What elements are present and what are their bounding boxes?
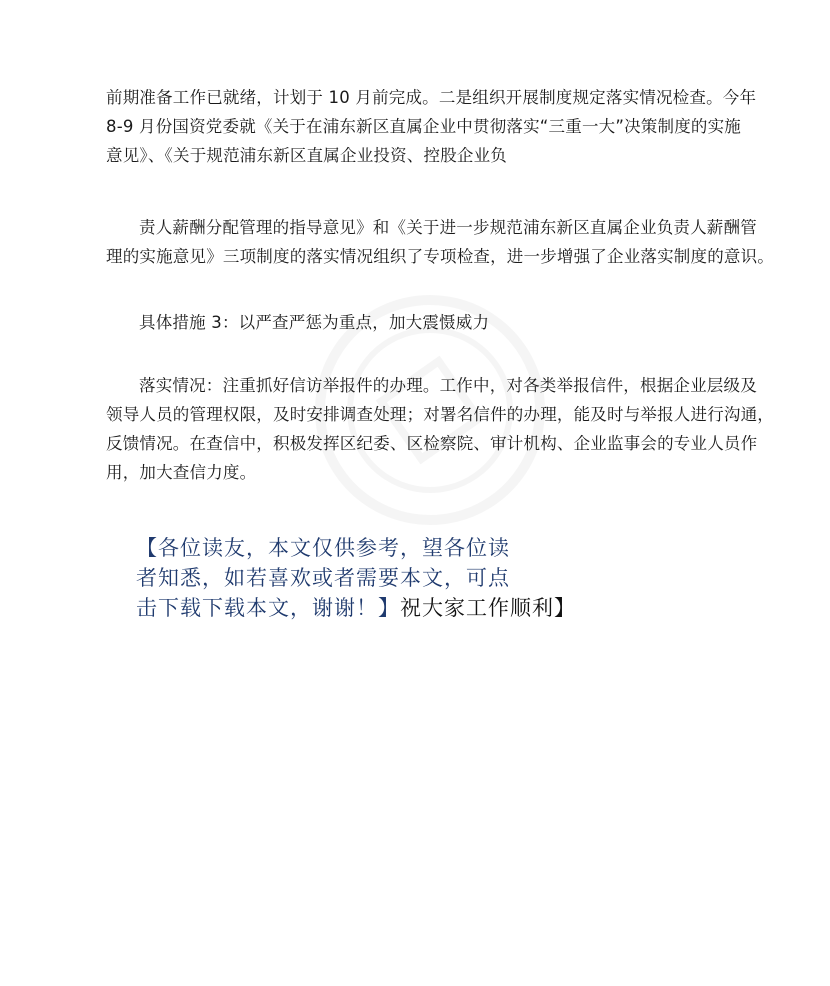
paragraph-1-line-2: 8-9 月份国资党委就《关于在浦东新区直属企业中贯彻落实“三重一大”决策制度的实施 [106, 117, 741, 136]
paragraph-3-line-2: 领导人员的管理权限，及时安排调查处理；对署名信件的办理，能及时与举报人进行沟通， [106, 405, 774, 424]
paragraph-1 [106, 83, 757, 170]
reader-notice [136, 533, 576, 623]
reader-notice-line-3 [136, 593, 576, 623]
paragraph-1-line-1: 前期准备工作已就绪，计划于 10 月前完成。二是组织开展制度规定落实情况检查。今年 [106, 88, 757, 107]
paragraph-1-line-3: 意见》、《关于规范浦东新区直属企业投资、控股企业负 [106, 146, 507, 165]
reader-notice-line-3-tail: 祝大家工作顺利】 [400, 596, 576, 620]
paragraph-3-line-1: 落实情况：注重抓好信访举报件的办理。工作中，对各类举报信件，根据企业层级及 [139, 376, 757, 395]
paragraph-2 [106, 213, 774, 271]
paragraph-3-line-4: 用，加大查信力度。 [106, 463, 257, 482]
paragraph-3 [106, 371, 774, 487]
paragraph-2-line-1: 责人薪酬分配管理的指导意见》和《关于进一步规范浦东新区直属企业负责人薪酬管 [139, 218, 757, 237]
reader-notice-line-3-main: 击下载下载本文，谢谢！】 [136, 596, 400, 620]
paragraph-2-line-2: 理的实施意见》三项制度的落实情况组织了专项检查，进一步增强了企业落实制度的意识。 [106, 247, 774, 266]
measure-3-heading: 具体措施 3：以严查严惩为重点，加大震慑威力 [139, 313, 490, 332]
section-heading [106, 308, 734, 337]
reader-notice-line-1: 【各位读友，本文仅供参考，望各位读 [136, 536, 510, 560]
paragraph-3-line-3: 反馈情况。在查信中，积极发挥区纪委、区检察院、审计机构、企业监事会的专业人员作 [106, 434, 758, 453]
reader-notice-line-2: 者知悉，如若喜欢或者需要本文，可点 [136, 566, 510, 590]
